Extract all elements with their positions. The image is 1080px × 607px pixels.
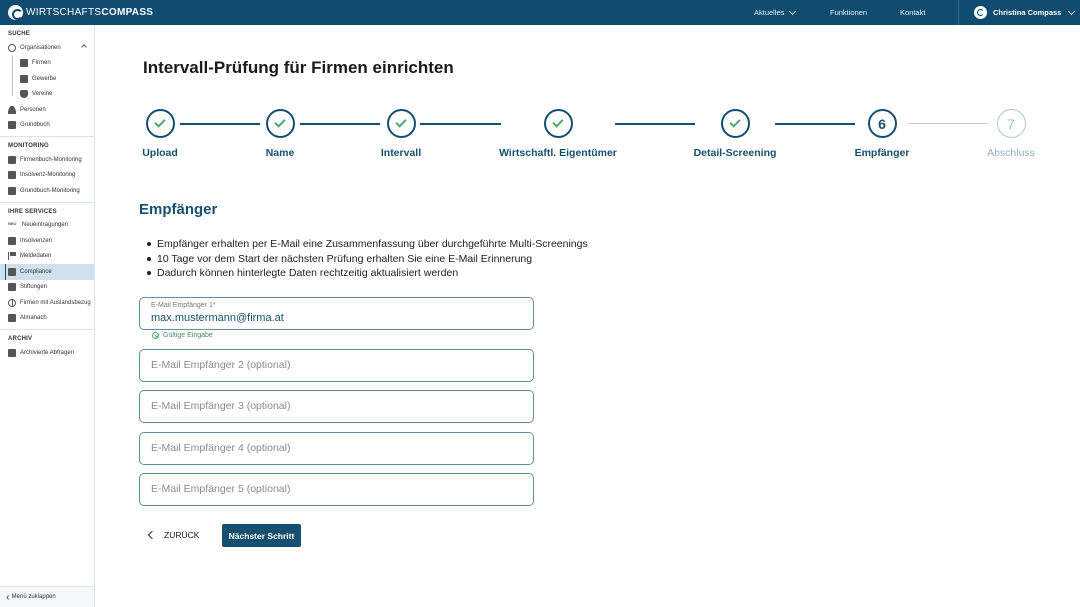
globe-icon — [8, 299, 16, 307]
sidebar — [0, 25, 95, 607]
building-icon — [20, 59, 28, 67]
monitor-icon — [8, 171, 16, 179]
foundation-icon — [8, 283, 16, 291]
divider — [0, 329, 94, 330]
top-bar — [0, 0, 1080, 25]
compliance-icon — [8, 268, 16, 276]
sidebar-item-firmenbuch-monitoring[interactable]: Firmenbuch-Monitoring — [0, 152, 94, 168]
user-menu[interactable] — [958, 0, 1080, 25]
check-icon — [274, 116, 285, 127]
collapse-menu-button[interactable]: ‹‹ Menü zuklappen — [0, 586, 94, 607]
sidebar-item-stiftungen[interactable]: Stiftungen — [0, 280, 94, 296]
monitor-icon — [8, 156, 16, 164]
double-chevron-left-icon: ‹‹ — [6, 591, 7, 603]
sidebar-item-vereine[interactable]: Vereine — [0, 87, 94, 103]
compass-icon — [8, 44, 16, 52]
nav-aktuelles[interactable]: Aktuelles — [754, 0, 795, 25]
chevron-left-icon — [148, 531, 156, 539]
email-recipient-5-field[interactable] — [139, 473, 534, 506]
field-label: E-Mail Empfänger 1* — [151, 302, 216, 309]
shield-icon — [20, 90, 28, 98]
avatar — [974, 6, 987, 19]
divider — [0, 202, 94, 203]
email-recipient-1-input[interactable] — [151, 312, 511, 324]
sidebar-heading-services: IHRE SERVICES — [8, 208, 57, 215]
info-list — [157, 237, 588, 281]
sidebar-item-meldedaten[interactable]: Meldedaten — [0, 249, 94, 265]
step-detail-screening[interactable]: Detail-Screening — [665, 109, 805, 159]
sidebar-item-insolvenzen[interactable]: Insolvenzen — [0, 233, 94, 249]
sidebar-item-firmen[interactable]: Firmen — [0, 56, 94, 72]
book-icon — [8, 314, 16, 322]
sidebar-heading-monitoring: MONITORING — [8, 143, 49, 149]
validation-hint: Gültige Eingabe — [152, 332, 213, 339]
sidebar-item-archivierte-abfragen[interactable]: Archivierte Abfragen — [0, 345, 94, 361]
new-badge-icon: NEU — [8, 221, 17, 227]
section-title: Empfänger — [139, 201, 218, 218]
email-recipient-2-input[interactable] — [151, 359, 521, 371]
email-recipient-5-input[interactable] — [151, 483, 521, 495]
logo[interactable] — [8, 4, 153, 21]
email-recipient-3-input[interactable] — [151, 400, 521, 412]
chevron-down-icon — [789, 7, 796, 14]
step-empfaenger: 6 Empfänger — [812, 109, 952, 159]
back-button[interactable]: ZURÜCK — [145, 527, 199, 543]
list-item: 10 Tage vor dem Start der nächsten Prüfung erhalten Sie eine E-Mail Erinnerung — [157, 252, 588, 267]
sidebar-item-neueintragungen[interactable]: NEU Neueintragungen — [8, 221, 69, 229]
compass-logo-icon — [8, 5, 23, 20]
briefcase-icon — [20, 75, 28, 83]
sidebar-item-insolvenz-monitoring[interactable]: Insolvenz-Monitoring — [0, 168, 94, 184]
email-recipient-2-field[interactable] — [139, 349, 534, 382]
flag-icon — [8, 252, 16, 260]
list-item: Dadurch können hinterlegte Daten rechtzeitig aktualisiert werden — [157, 266, 588, 281]
sidebar-heading-archiv: ARCHIV — [8, 336, 33, 342]
step-intervall[interactable]: Intervall — [331, 109, 471, 159]
check-icon — [154, 116, 165, 127]
sidebar-item-almanach[interactable]: Almanach — [0, 311, 94, 327]
sidebar-item-organisationen[interactable]: Organisationen — [0, 40, 94, 56]
document-icon — [8, 237, 16, 245]
book-icon — [8, 121, 16, 129]
sidebar-item-personen[interactable]: Personen — [0, 102, 94, 118]
archive-icon — [8, 349, 16, 357]
step-name[interactable]: Name — [210, 109, 350, 159]
chevron-up-icon[interactable] — [81, 44, 87, 50]
list-item: Empfänger erhalten per E-Mail eine Zusammenfassung über durchgeführte Multi-Screenings — [157, 238, 588, 250]
logo-text: WIRTSCHAFTSCOMPASS — [26, 7, 154, 18]
nav-funktionen[interactable]: Funktionen — [830, 8, 868, 17]
check-icon — [552, 116, 563, 127]
check-icon — [395, 116, 406, 127]
monitor-icon — [8, 187, 16, 195]
sidebar-item-gewerbe[interactable]: Gewerbe — [0, 71, 94, 87]
check-icon — [729, 116, 740, 127]
sidebar-item-grundbuch[interactable]: Grundbuch — [0, 118, 94, 134]
next-step-button[interactable]: Nächster Schritt — [222, 524, 301, 547]
chevron-down-icon — [1068, 7, 1075, 14]
user-name: Christina Compass — [993, 8, 1062, 17]
person-icon — [8, 106, 16, 114]
sidebar-item-compliance[interactable]: Compliance — [0, 264, 94, 280]
email-recipient-1-field[interactable] — [139, 297, 534, 330]
nav-kontakt[interactable]: Kontakt — [900, 8, 926, 17]
email-recipient-4-input[interactable] — [151, 442, 521, 454]
divider — [0, 136, 94, 137]
email-recipient-4-field[interactable] — [139, 432, 534, 465]
step-abschluss: 7 Abschluss — [941, 109, 1080, 159]
sidebar-heading-suche: SUCHE — [8, 31, 31, 37]
page-title: Intervall-Prüfung für Firmen einrichten — [143, 58, 454, 77]
email-recipient-3-field[interactable] — [139, 390, 534, 423]
sidebar-item-grundbuch-monitoring[interactable]: Grundbuch-Monitoring — [0, 183, 94, 199]
sidebar-item-auslandsbezug[interactable]: Firmen mit Auslandsbezug — [0, 295, 94, 311]
step-upload[interactable]: Upload — [90, 109, 230, 159]
step-wirtschaftl-eigentuemer[interactable]: Wirtschaftl. Eigentümer — [488, 109, 628, 159]
check-circle-icon — [152, 332, 159, 339]
